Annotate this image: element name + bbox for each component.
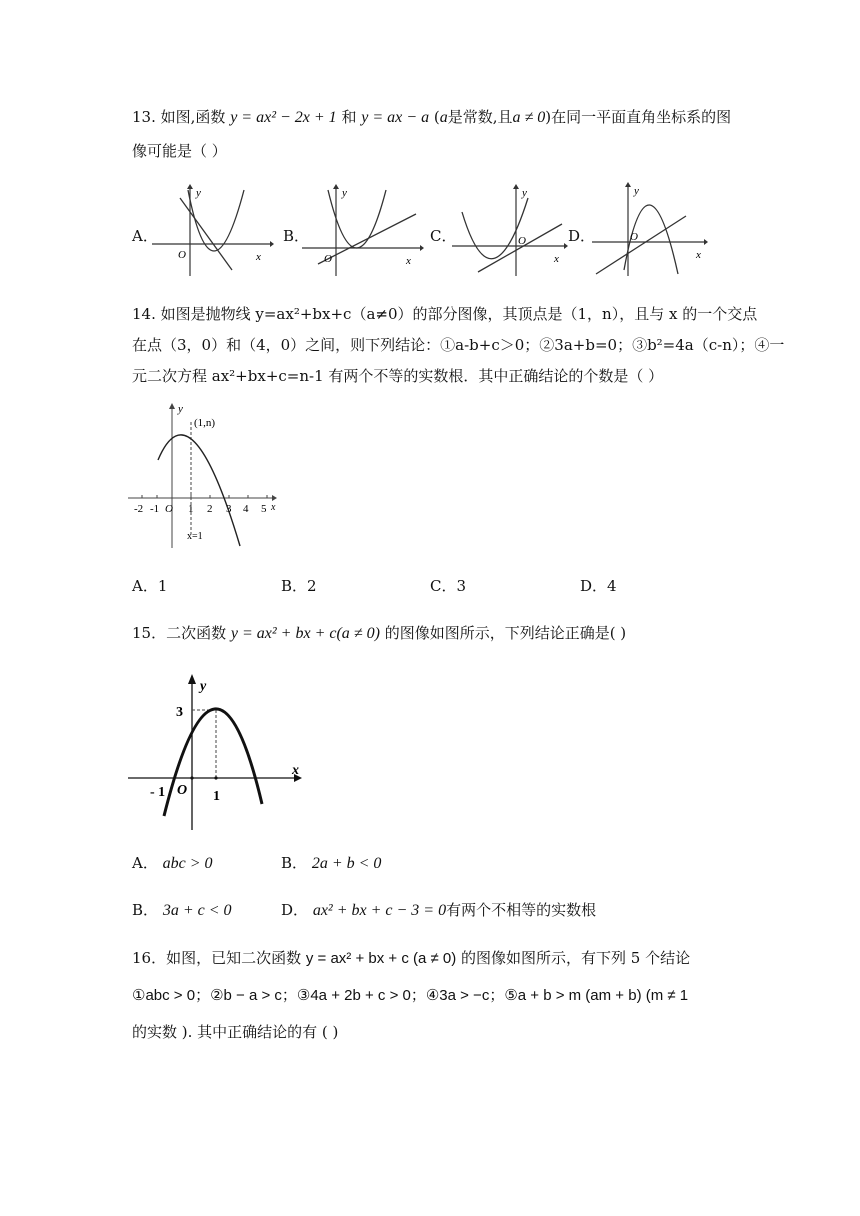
q14-option-d: D．4 — [580, 577, 617, 595]
option-label: A． — [132, 854, 158, 872]
axis-y-label: y — [342, 187, 347, 199]
q15-expression: y = ax² + bx + c(a ≠ 0) — [230, 625, 380, 642]
origin-label: O — [177, 783, 188, 798]
q13-line-1 — [132, 106, 731, 127]
x-one-label: 1 — [213, 789, 220, 804]
axis-x-label: x — [406, 255, 411, 267]
q16-line-1 — [132, 947, 690, 968]
x-tick-label: 5 — [261, 503, 267, 515]
option-text: 有两个不相等的实数根 — [446, 901, 597, 919]
q13-number: 13. 如图,函数 — [132, 108, 226, 126]
q15-text: 的图像如图所示，下列结论正确是( ) — [384, 624, 627, 642]
q13-graph-c — [452, 184, 574, 276]
q14-graph — [128, 400, 278, 550]
vertex-label: (1,n) — [194, 417, 216, 429]
q13-graph-d — [592, 182, 712, 276]
option-expression: 3a + c < 0 — [162, 902, 232, 919]
x-neg-label: - 1 — [150, 785, 166, 800]
x-tick-label: 1 — [188, 503, 194, 515]
q14-line-2: 在点（3，0）和（4，0）之间，则下列结论：①a-b+c＞0；②3a+b=0；③b²=4a（c-n）；④一 — [132, 336, 785, 354]
option-label: B． — [132, 901, 159, 919]
q15-option-b-second — [132, 899, 232, 920]
q16-number: 16．如图，已知二次函数 — [132, 949, 302, 967]
option-label: B． — [281, 854, 308, 872]
axis-x-label: x — [256, 251, 261, 263]
q13-option-b-label: B． — [283, 227, 310, 245]
origin-label: O — [178, 249, 186, 261]
q16-text: 的图像如图所示，有下列 5 个结论 — [461, 949, 691, 967]
q13-option-c-label: C． — [430, 227, 457, 245]
q13-cond-text: 是常数,且 — [447, 108, 513, 126]
axis-x-label: x — [554, 253, 559, 265]
q16-conclusions: ①abc > 0；②b − a > c；③4a + 2b + c > 0；④3a > −c；⑤a + b > m (am + b) (m ≠ 1 — [132, 987, 689, 1004]
option-expression: abc > 0 — [162, 855, 213, 872]
q15-option-d — [281, 899, 596, 920]
origin-label: O — [630, 231, 638, 243]
origin-label: O — [165, 503, 173, 515]
x-tick-label: 3 — [226, 503, 232, 515]
q13-option-a-label: A． — [132, 227, 158, 245]
q13-cond-open: ( — [433, 108, 440, 126]
q13-cond-close: )在同一平面直角坐标系的图 — [545, 108, 732, 126]
axis-y-label: y — [178, 403, 183, 415]
q15-option-b-first — [281, 852, 381, 873]
q14-option-c: C．3 — [430, 577, 467, 595]
axis-y-label: y — [200, 679, 207, 694]
q14-line-3: 元二次方程 ax²+bx+c=n-1 有两个不等的实数根．其中正确结论的个数是（ ） — [132, 367, 664, 385]
origin-label: O — [324, 253, 332, 265]
x-tick-label: 2 — [207, 503, 213, 515]
x-tick-label: 4 — [243, 503, 249, 515]
option-expression: 2a + b < 0 — [311, 855, 382, 872]
q16-line-3: 的实数 ). 其中正确结论的有 ( ) — [132, 1023, 339, 1041]
x-tick-label: -1 — [150, 503, 160, 515]
symmetry-axis-label: x=1 — [187, 531, 203, 542]
q14-line-1: 14. 如图是抛物线 y=ax²+bx+c（a≠0）的部分图像，其顶点是（1，n），且与 x 的一个交点 — [132, 305, 758, 323]
x-tick-label: -2 — [134, 503, 144, 515]
q13-function-2: y = ax − a — [361, 109, 430, 126]
y-value-label: 3 — [176, 705, 183, 720]
option-label: D． — [281, 901, 309, 919]
q13-cond-a: a — [439, 109, 448, 126]
q15-option-a — [132, 852, 213, 873]
q13-graph-a — [152, 184, 274, 276]
axis-y-label: y — [522, 187, 527, 199]
axis-x-label: x — [292, 763, 299, 778]
q13-and: 和 — [341, 108, 357, 126]
q14-option-a: A．1 — [132, 577, 168, 595]
q13-line-2: 像可能是（ ） — [132, 142, 227, 160]
q13-cond-expr: a ≠ 0 — [512, 109, 546, 126]
axis-y-label: y — [196, 187, 201, 199]
axis-x-label: x — [271, 502, 276, 513]
q13-option-d-label: D． — [568, 227, 596, 245]
q15-line — [132, 622, 626, 643]
q16-expression: y = ax² + bx + c (a ≠ 0) — [305, 950, 457, 967]
q15-graph — [128, 670, 308, 832]
option-expression: ax² + bx + c − 3 = 0 — [312, 902, 447, 919]
axis-y-label: y — [634, 185, 639, 197]
q15-number: 15．二次函数 — [132, 624, 227, 642]
q14-option-b: B．2 — [281, 577, 317, 595]
q13-graph-b — [302, 184, 424, 276]
origin-label: O — [518, 235, 526, 247]
q13-function-1: y = ax² − 2x + 1 — [230, 109, 337, 126]
axis-x-label: x — [696, 249, 701, 261]
